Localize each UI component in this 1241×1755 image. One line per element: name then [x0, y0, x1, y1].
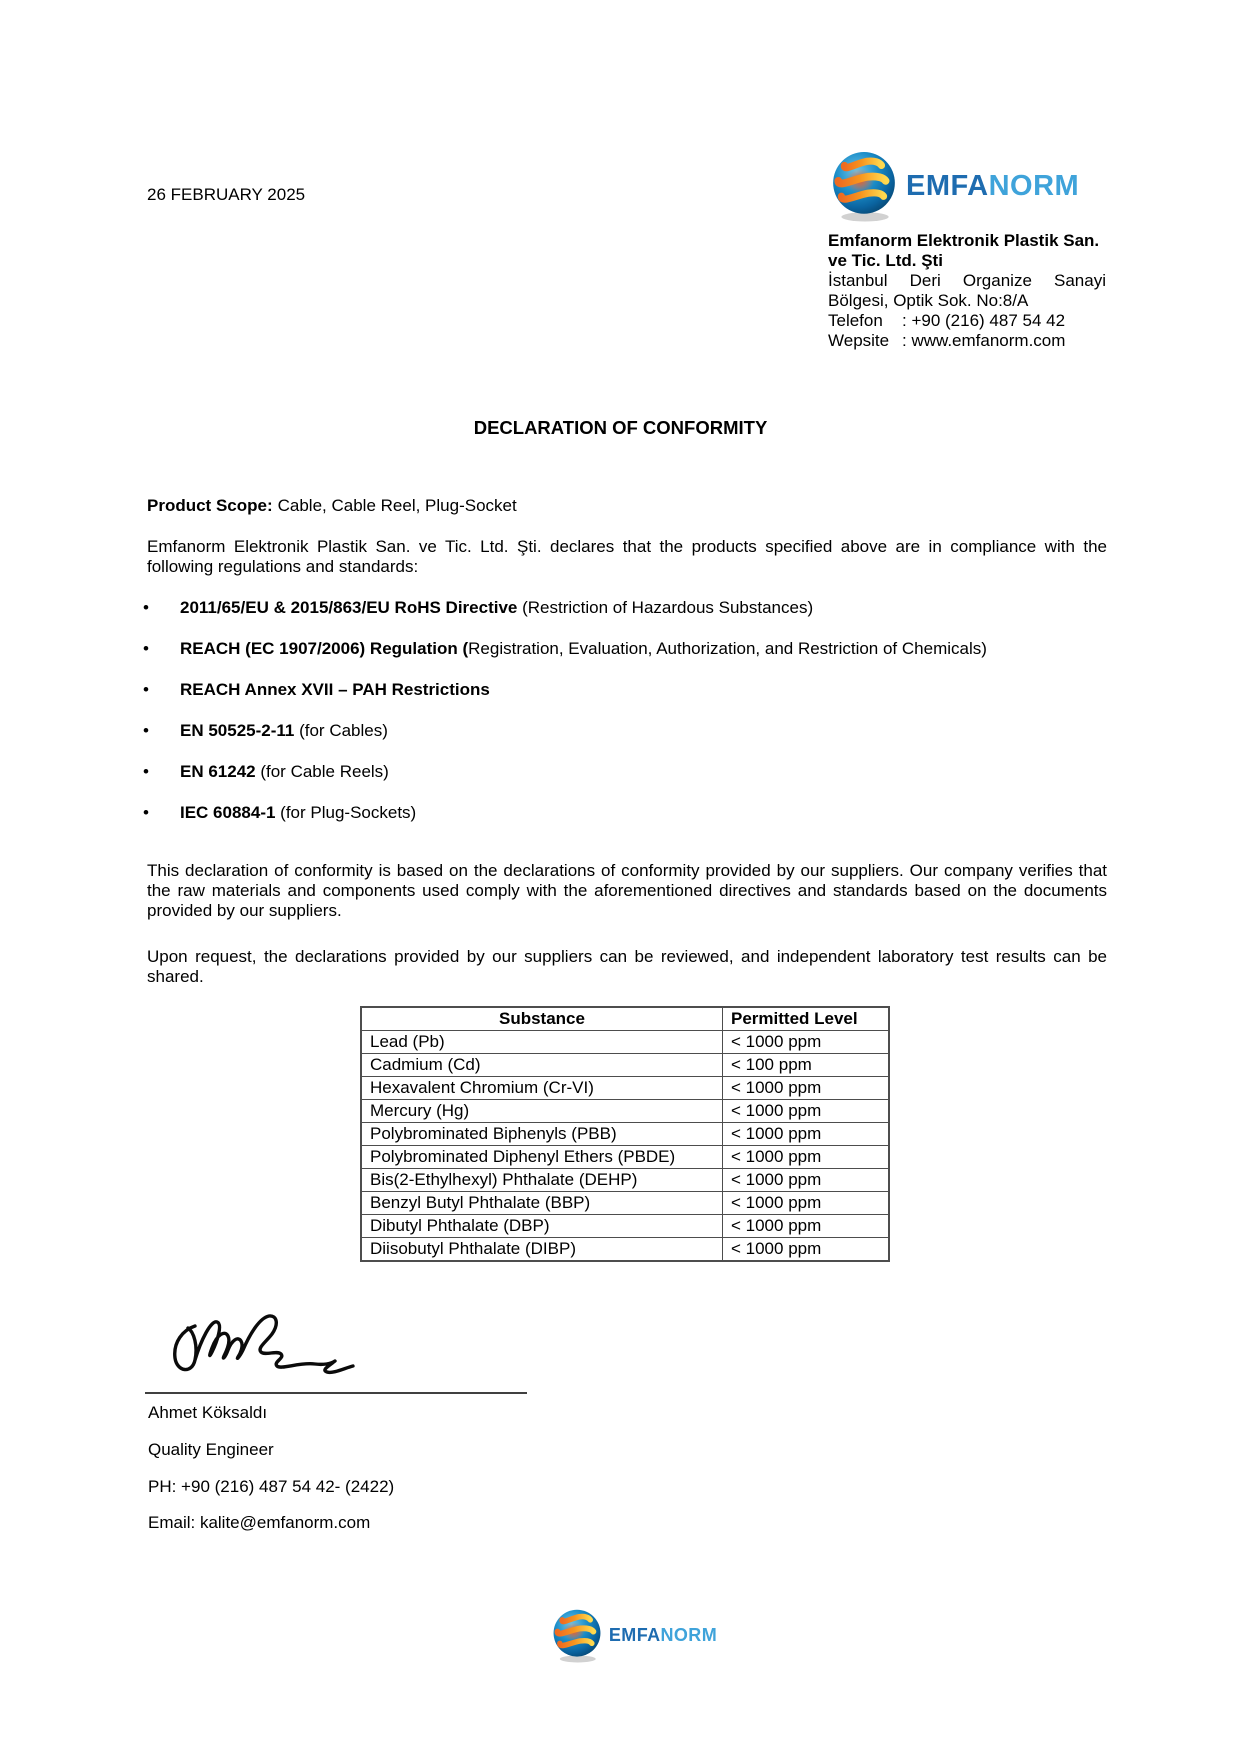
logo-wordmark — [906, 170, 1079, 203]
product-scope-value: Cable, Cable Reel, Plug-Socket — [277, 496, 517, 515]
signatory-phone: PH: +90 (216) 487 54 42- (2422) — [148, 1477, 395, 1496]
table-row — [361, 1031, 889, 1054]
table-row — [361, 1054, 889, 1077]
bullet-text: IEC 60884-1 (for Plug-Sockets) — [180, 803, 417, 822]
footer-wordmark-primary: EMFA — [608, 1625, 661, 1645]
table-cell: Mercury (Hg) — [361, 1100, 723, 1123]
bullet-dot: • — [143, 803, 149, 822]
company-info-block — [828, 231, 1106, 351]
bullet-item — [141, 680, 1107, 700]
signatory-title: Quality Engineer — [148, 1440, 274, 1459]
phone-label: Telefon — [828, 311, 883, 330]
bullet-item — [141, 721, 1107, 741]
table-cell: < 1000 ppm — [723, 1123, 890, 1146]
bullet-item — [141, 803, 1107, 823]
globe-swoosh-icon — [831, 150, 897, 222]
page-title: DECLARATION OF CONFORMITY — [473, 417, 768, 438]
product-scope — [147, 496, 517, 516]
table-cell: < 1000 ppm — [723, 1146, 890, 1169]
signatory-email: Email: kalite@emfanorm.com — [148, 1513, 371, 1532]
table-cell: Benzyl Butyl Phthalate (BBP) — [361, 1192, 723, 1215]
table-cell: Polybrominated Diphenyl Ethers (PBDE) — [361, 1146, 723, 1169]
table-cell: Lead (Pb) — [361, 1031, 723, 1054]
signatory-name: Ahmet Köksaldı — [148, 1403, 268, 1422]
bullet-text: EN 50525-2-11 (for Cables) — [180, 721, 388, 740]
table-row — [361, 1100, 889, 1123]
company-name-line2: ve Tic. Ltd. Şti — [828, 251, 943, 270]
globe-swoosh-icon — [552, 1608, 602, 1663]
signature-line — [145, 1392, 527, 1394]
table-cell: Diisobutyl Phthalate (DIBP) — [361, 1238, 723, 1262]
company-name-line1: Emfanorm Elektronik Plastik San. — [828, 231, 1100, 250]
bullet-dot: • — [143, 762, 149, 781]
website-label: Wepsite — [828, 331, 890, 350]
header-permitted-level: Permitted Level — [723, 1007, 890, 1031]
website-value: : www.emfanorm.com — [902, 331, 1066, 350]
bullet-text: 2011/65/EU & 2015/863/EU RoHS Directive (Restriction of Hazardous Substances) — [180, 598, 814, 617]
intro-paragraph: Emfanorm Elektronik Plastik San. ve Tic. Ltd. Şti. declares that the products specified above are in compliance with the following regulations and standards: — [147, 537, 1107, 576]
table-cell: Polybrominated Biphenyls (PBB) — [361, 1123, 723, 1146]
table-row — [361, 1146, 889, 1169]
signature-scribble — [165, 1306, 360, 1388]
bullet-dot: • — [143, 639, 149, 658]
table-header-row — [361, 1007, 889, 1031]
product-scope-label: Product Scope: — [147, 496, 273, 515]
wordmark-secondary: NORM — [988, 169, 1080, 202]
company-address-line2: Bölgesi, Optik Sok. No:8/A — [828, 291, 1029, 310]
table-cell: Dibutyl Phthalate (DBP) — [361, 1215, 723, 1238]
substance-table — [360, 1006, 890, 1262]
bullet-list — [141, 598, 1107, 844]
table-cell: < 1000 ppm — [723, 1192, 890, 1215]
bullet-text: EN 61242 (for Cable Reels) — [180, 762, 389, 781]
table-cell: < 100 ppm — [723, 1054, 890, 1077]
table-cell: Bis(2-Ethylhexyl) Phthalate (DEHP) — [361, 1169, 723, 1192]
table-row — [361, 1192, 889, 1215]
table-row — [361, 1077, 889, 1100]
request-paragraph: Upon request, the declarations provided by our suppliers can be reviewed, and independent laboratory test results can be shared. — [147, 947, 1107, 986]
table-cell: < 1000 ppm — [723, 1215, 890, 1238]
wordmark-primary: EMFA — [906, 169, 989, 202]
footer-wordmark-secondary: NORM — [660, 1625, 718, 1645]
table-cell: < 1000 ppm — [723, 1031, 890, 1054]
company-phone-row — [828, 311, 1106, 331]
bullet-text: REACH Annex XVII – PAH Restrictions — [180, 680, 490, 699]
document-date: 26 FEBRUARY 2025 — [147, 185, 306, 204]
bullet-item — [141, 639, 1107, 659]
table-cell: < 1000 ppm — [723, 1077, 890, 1100]
company-logo — [831, 150, 1079, 222]
footer-logo — [14, 1608, 1241, 1663]
table-cell: < 1000 ppm — [723, 1169, 890, 1192]
bullet-text: REACH (EC 1907/2006) Regulation (Registration, Evaluation, Authorization, and Restriction of Chemicals) — [180, 639, 987, 658]
table-row — [361, 1215, 889, 1238]
table-cell: Hexavalent Chromium (Cr-VI) — [361, 1077, 723, 1100]
table-row — [361, 1169, 889, 1192]
company-website-row — [828, 331, 1106, 351]
footer-wordmark — [609, 1625, 717, 1646]
declaration-paragraph: This declaration of conformity is based on the declarations of conformity provided by our suppliers. Our company verifies that the raw materials and components used comply with the aforementioned directives and standards based on the documents provided by our suppliers. — [147, 861, 1107, 920]
substance-table-body — [361, 1031, 889, 1262]
table-row — [361, 1123, 889, 1146]
table-cell: Cadmium (Cd) — [361, 1054, 723, 1077]
company-address-line1: İstanbul Deri Organize Sanayi — [828, 271, 1106, 290]
bullet-dot: • — [143, 680, 149, 699]
table-row — [361, 1238, 889, 1262]
phone-value: : +90 (216) 487 54 42 — [902, 311, 1066, 330]
bullet-item — [141, 762, 1107, 782]
table-cell: < 1000 ppm — [723, 1238, 890, 1262]
bullet-item — [141, 598, 1107, 618]
header-substance: Substance — [361, 1007, 723, 1031]
bullet-dot: • — [143, 721, 149, 740]
bullet-dot: • — [143, 598, 149, 617]
substance-table-wrap — [360, 1006, 890, 1262]
table-cell: < 1000 ppm — [723, 1100, 890, 1123]
